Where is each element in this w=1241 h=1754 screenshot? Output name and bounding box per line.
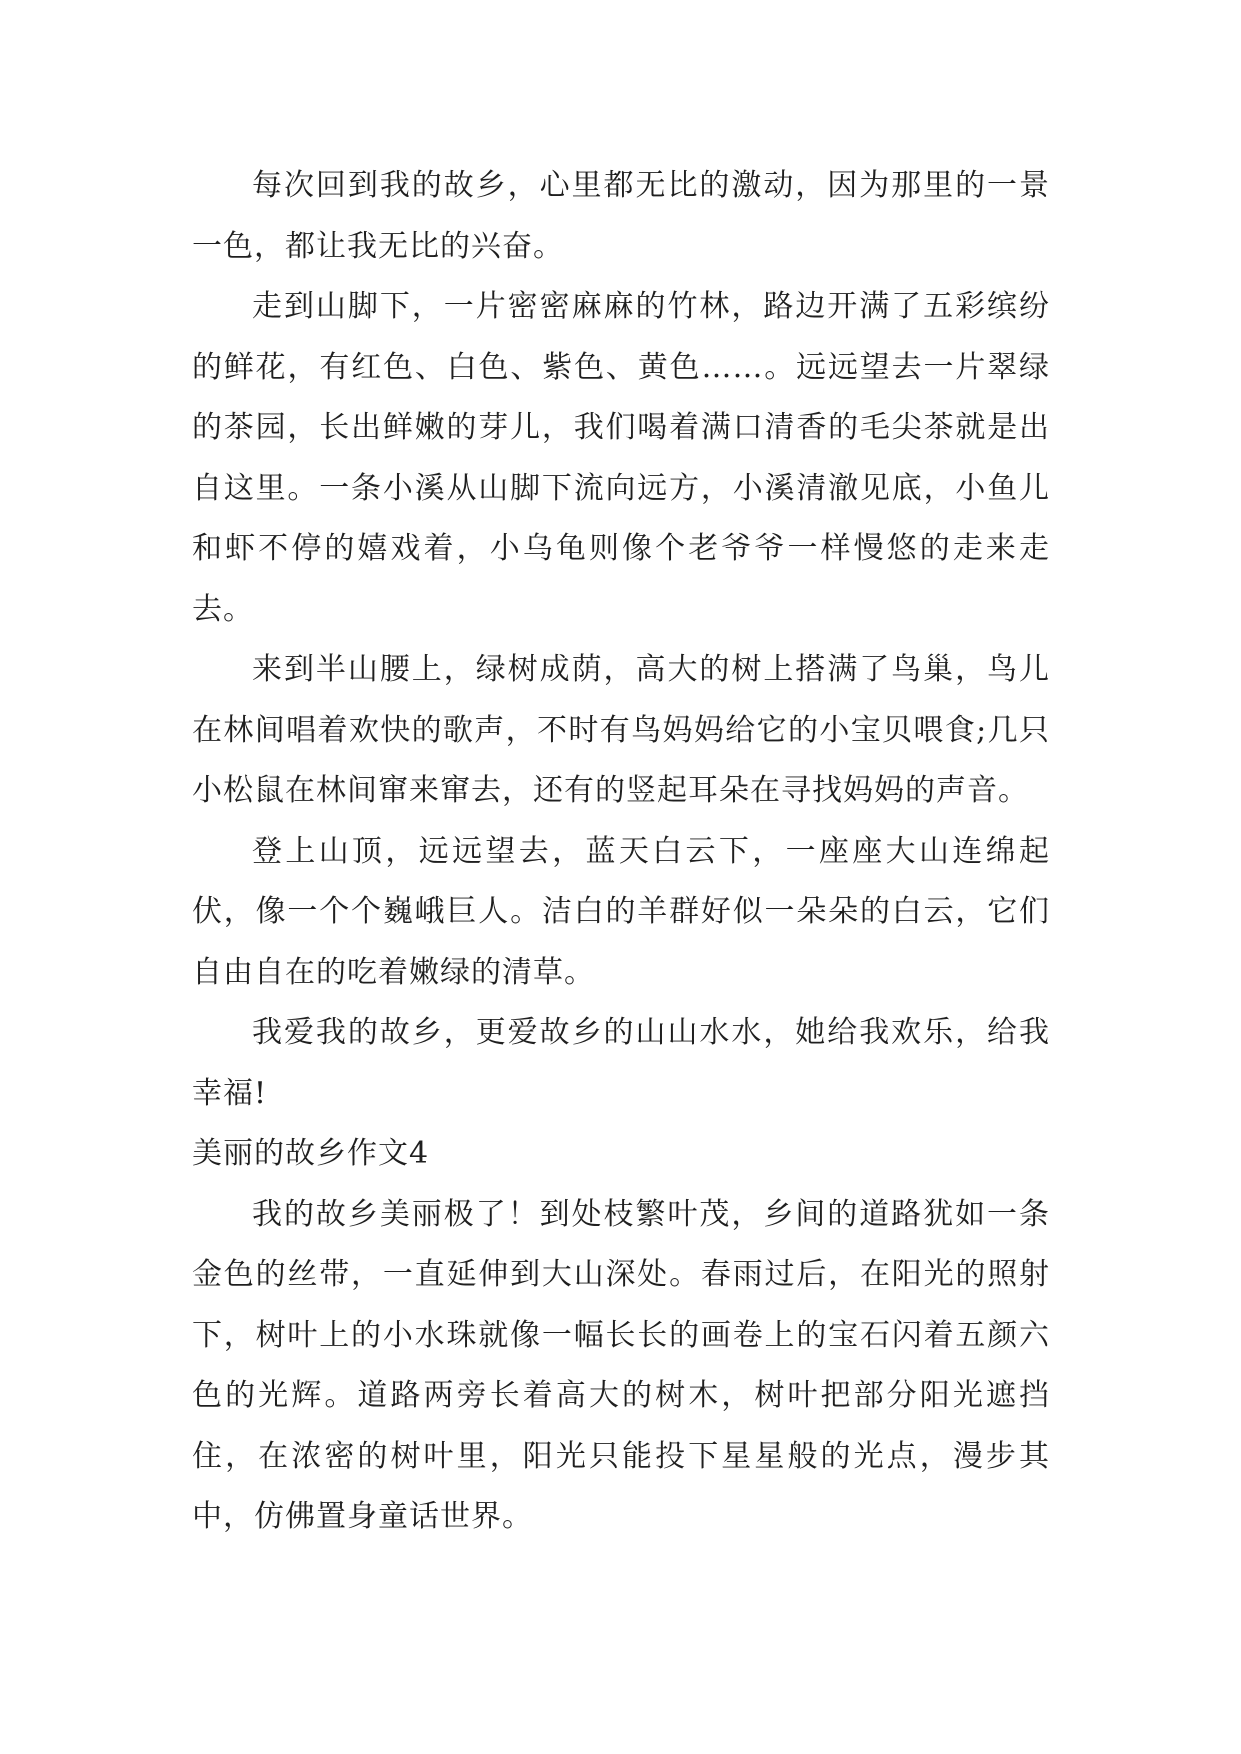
- paragraph: 我的故乡美丽极了！到处枝繁叶茂，乡间的道路犹如一条金色的丝带，一直延伸到大山深处。春雨过后，在阳光的照射下，树叶上的小水珠就像一幅长长的画卷上的宝石闪着五颜六色的光辉。道路两旁长着高大的树木，树叶把部分阳光遮挡住，在浓密的树叶里，阳光只能投下星星般的光点，漫步其中，仿佛置身童话世界。: [192, 1196, 1050, 1534]
- paragraph: 走到山脚下，一片密密麻麻的竹林，路边开满了五彩缤纷的鲜花，有红色、白色、紫色、黄色……。远远望去一片翠绿的茶园，长出鲜嫩的芽儿，我们喝着满口清香的毛尖茶就是出自这里。一条小溪从山脚下流向远方，小溪清澈见底，小鱼儿和虾不停的嬉戏着，小乌龟则像个老爷爷一样慢悠的走来走去。: [192, 289, 1050, 627]
- paragraph: 每次回到我的故乡，心里都无比的激动，因为那里的一景一色，都让我无比的兴奋。: [192, 168, 1050, 264]
- paragraph: 登上山顶，远远望去，蓝天白云下，一座座大山连绵起伏，像一个个巍峨巨人。洁白的羊群好似一朵朵的白云，它们自由自在的吃着嫩绿的清草。: [192, 833, 1050, 990]
- paragraph: 我爱我的故乡，更爱故乡的山山水水，她给我欢乐，给我幸福!: [192, 1015, 1050, 1111]
- section-title: 美丽的故乡作文4: [192, 1136, 430, 1171]
- document-body: [192, 156, 1050, 1548]
- paragraph: 来到半山腰上，绿树成荫，高大的树上搭满了鸟巢，鸟儿在林间唱着欢快的歌声，不时有鸟妈妈给它的小宝贝喂食;几只小松鼠在林间窜来窜去，还有的竖起耳朵在寻找妈妈的声音。: [192, 652, 1050, 808]
